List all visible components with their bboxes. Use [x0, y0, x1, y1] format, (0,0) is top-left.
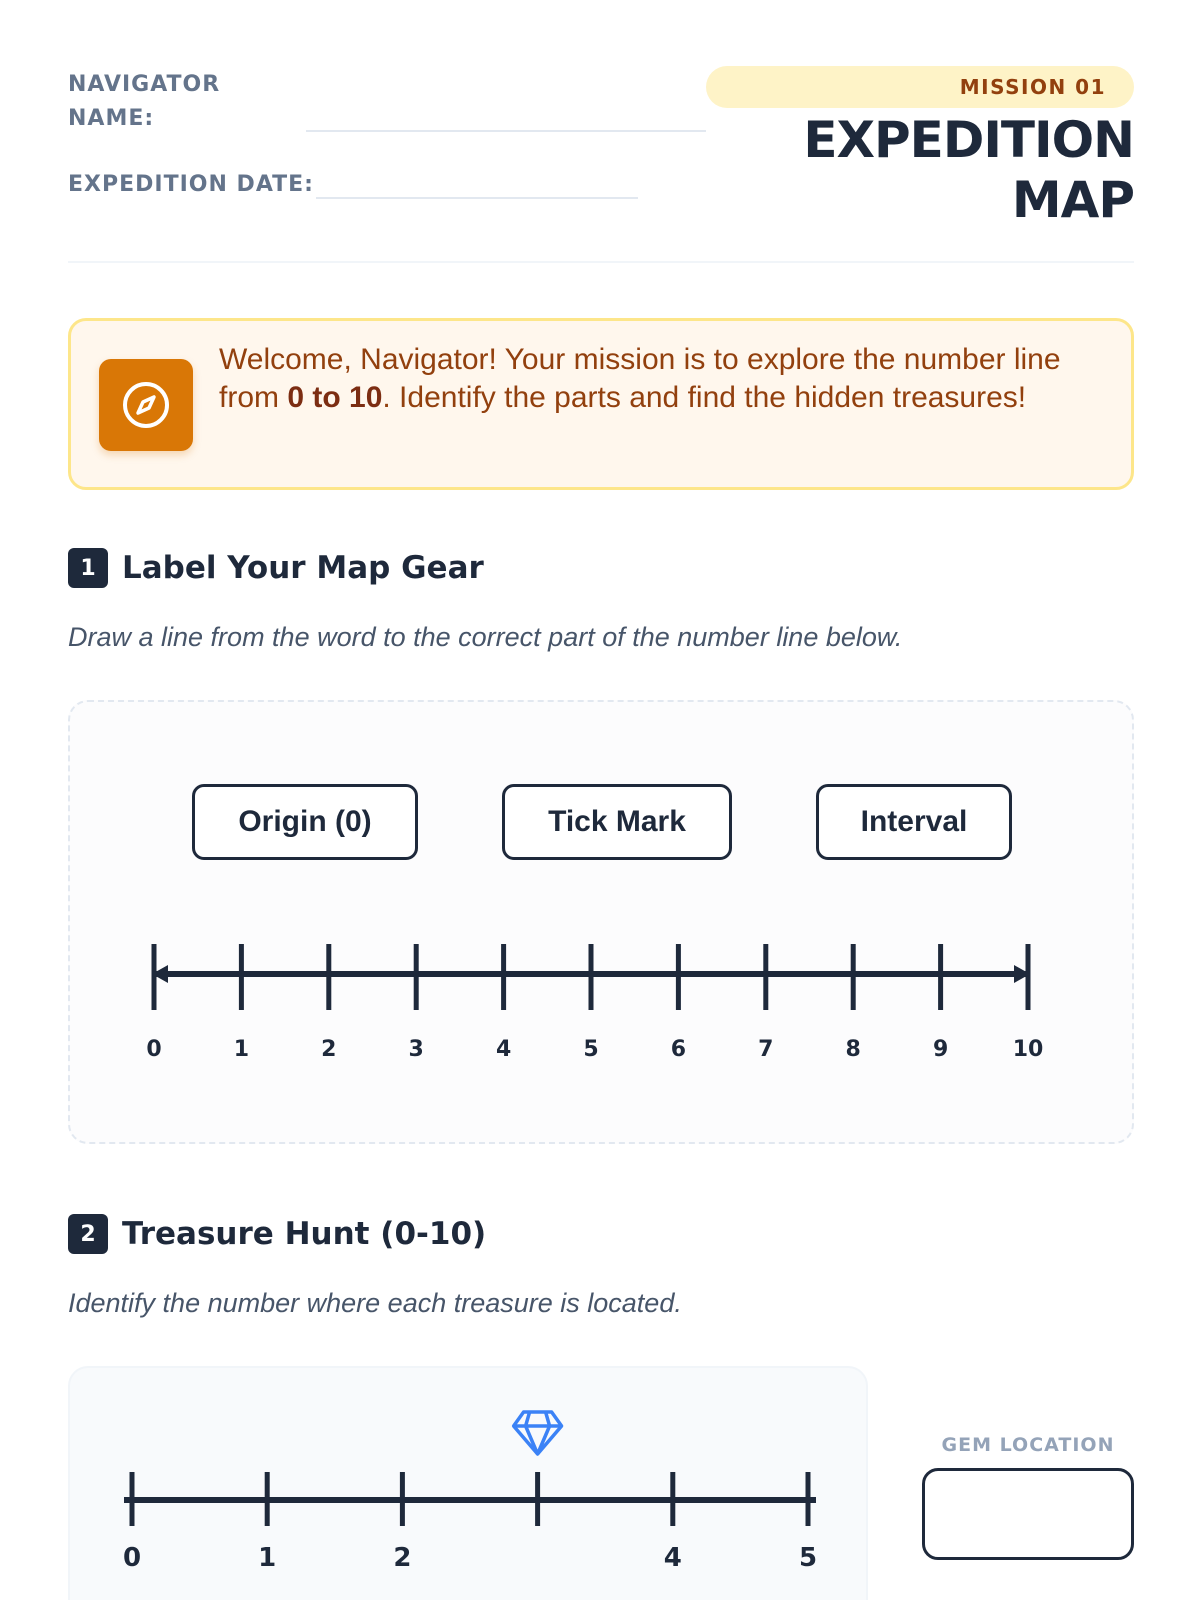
interval-label-card[interactable]: Interval: [816, 784, 1012, 860]
gem-location-label: GEM LOCATION: [941, 1434, 1115, 1456]
tick-label: 9: [932, 1037, 949, 1062]
tick-label: 5: [798, 1543, 818, 1573]
section-2-title: Treasure Hunt (0-10): [122, 1216, 487, 1252]
number-line-0-10: [90, 934, 1090, 1094]
tick-label: 0: [122, 1543, 142, 1573]
tick-label: 1: [233, 1037, 250, 1062]
mission-badge: MISSION 01: [706, 66, 1134, 108]
welcome-text-start: Welcome, Navigator! Your mission is to explore the number line from: [219, 343, 1061, 414]
page-title: [714, 110, 1134, 230]
tick-label: 3: [408, 1037, 424, 1062]
origin-label-card[interactable]: Origin (0): [192, 784, 418, 860]
header-divider: [68, 261, 1134, 263]
section-2-header: [68, 1214, 486, 1254]
title-line-2: MAP: [1011, 171, 1134, 229]
expedition-date-field[interactable]: [316, 197, 638, 199]
tick-label: 10: [1012, 1037, 1044, 1062]
tick-label: 7: [758, 1037, 774, 1062]
treasure-hunt-panel: [68, 1366, 868, 1600]
header-fields: [68, 68, 238, 136]
welcome-text-range: 0 to 10: [287, 381, 383, 414]
section-2-instructions: Identify the number where each treasure is located.: [68, 1288, 682, 1318]
tick-label: 8: [845, 1037, 861, 1062]
treasure-number-line: [90, 1388, 850, 1600]
tick-label: 4: [663, 1543, 682, 1573]
map-gear-panel: [68, 700, 1134, 1144]
tick-label: 6: [670, 1037, 687, 1062]
section-1-title: Label Your Map Gear: [122, 550, 484, 586]
compass-icon: [99, 359, 193, 451]
welcome-text: [219, 341, 1099, 417]
tick-mark-label-card[interactable]: Tick Mark: [502, 784, 732, 860]
tick-label: 2: [393, 1543, 412, 1573]
navigator-name-field[interactable]: [306, 130, 706, 132]
tick-label: 4: [495, 1037, 512, 1062]
tick-label: 1: [258, 1543, 277, 1573]
welcome-text-end: . Identify the parts and find the hidden treasures!: [382, 381, 1027, 414]
tick-label: 0: [146, 1037, 162, 1062]
section-1-header: [68, 548, 484, 588]
gem-location-input[interactable]: [922, 1468, 1134, 1560]
title-line-1: EXPEDITION: [803, 111, 1134, 169]
section-1-number: 1: [68, 548, 108, 588]
tick-label: 2: [321, 1037, 337, 1062]
expedition-date-label: EXPEDITION DATE:: [68, 172, 314, 197]
tick-label: 5: [583, 1037, 599, 1062]
welcome-banner: [68, 318, 1134, 490]
navigator-name-label: NAVIGATOR NAME:: [68, 72, 221, 131]
gem-icon: [514, 1412, 562, 1454]
section-2-number: 2: [68, 1214, 108, 1254]
section-1-instructions: Draw a line from the word to the correct part of the number line below.: [68, 622, 903, 652]
